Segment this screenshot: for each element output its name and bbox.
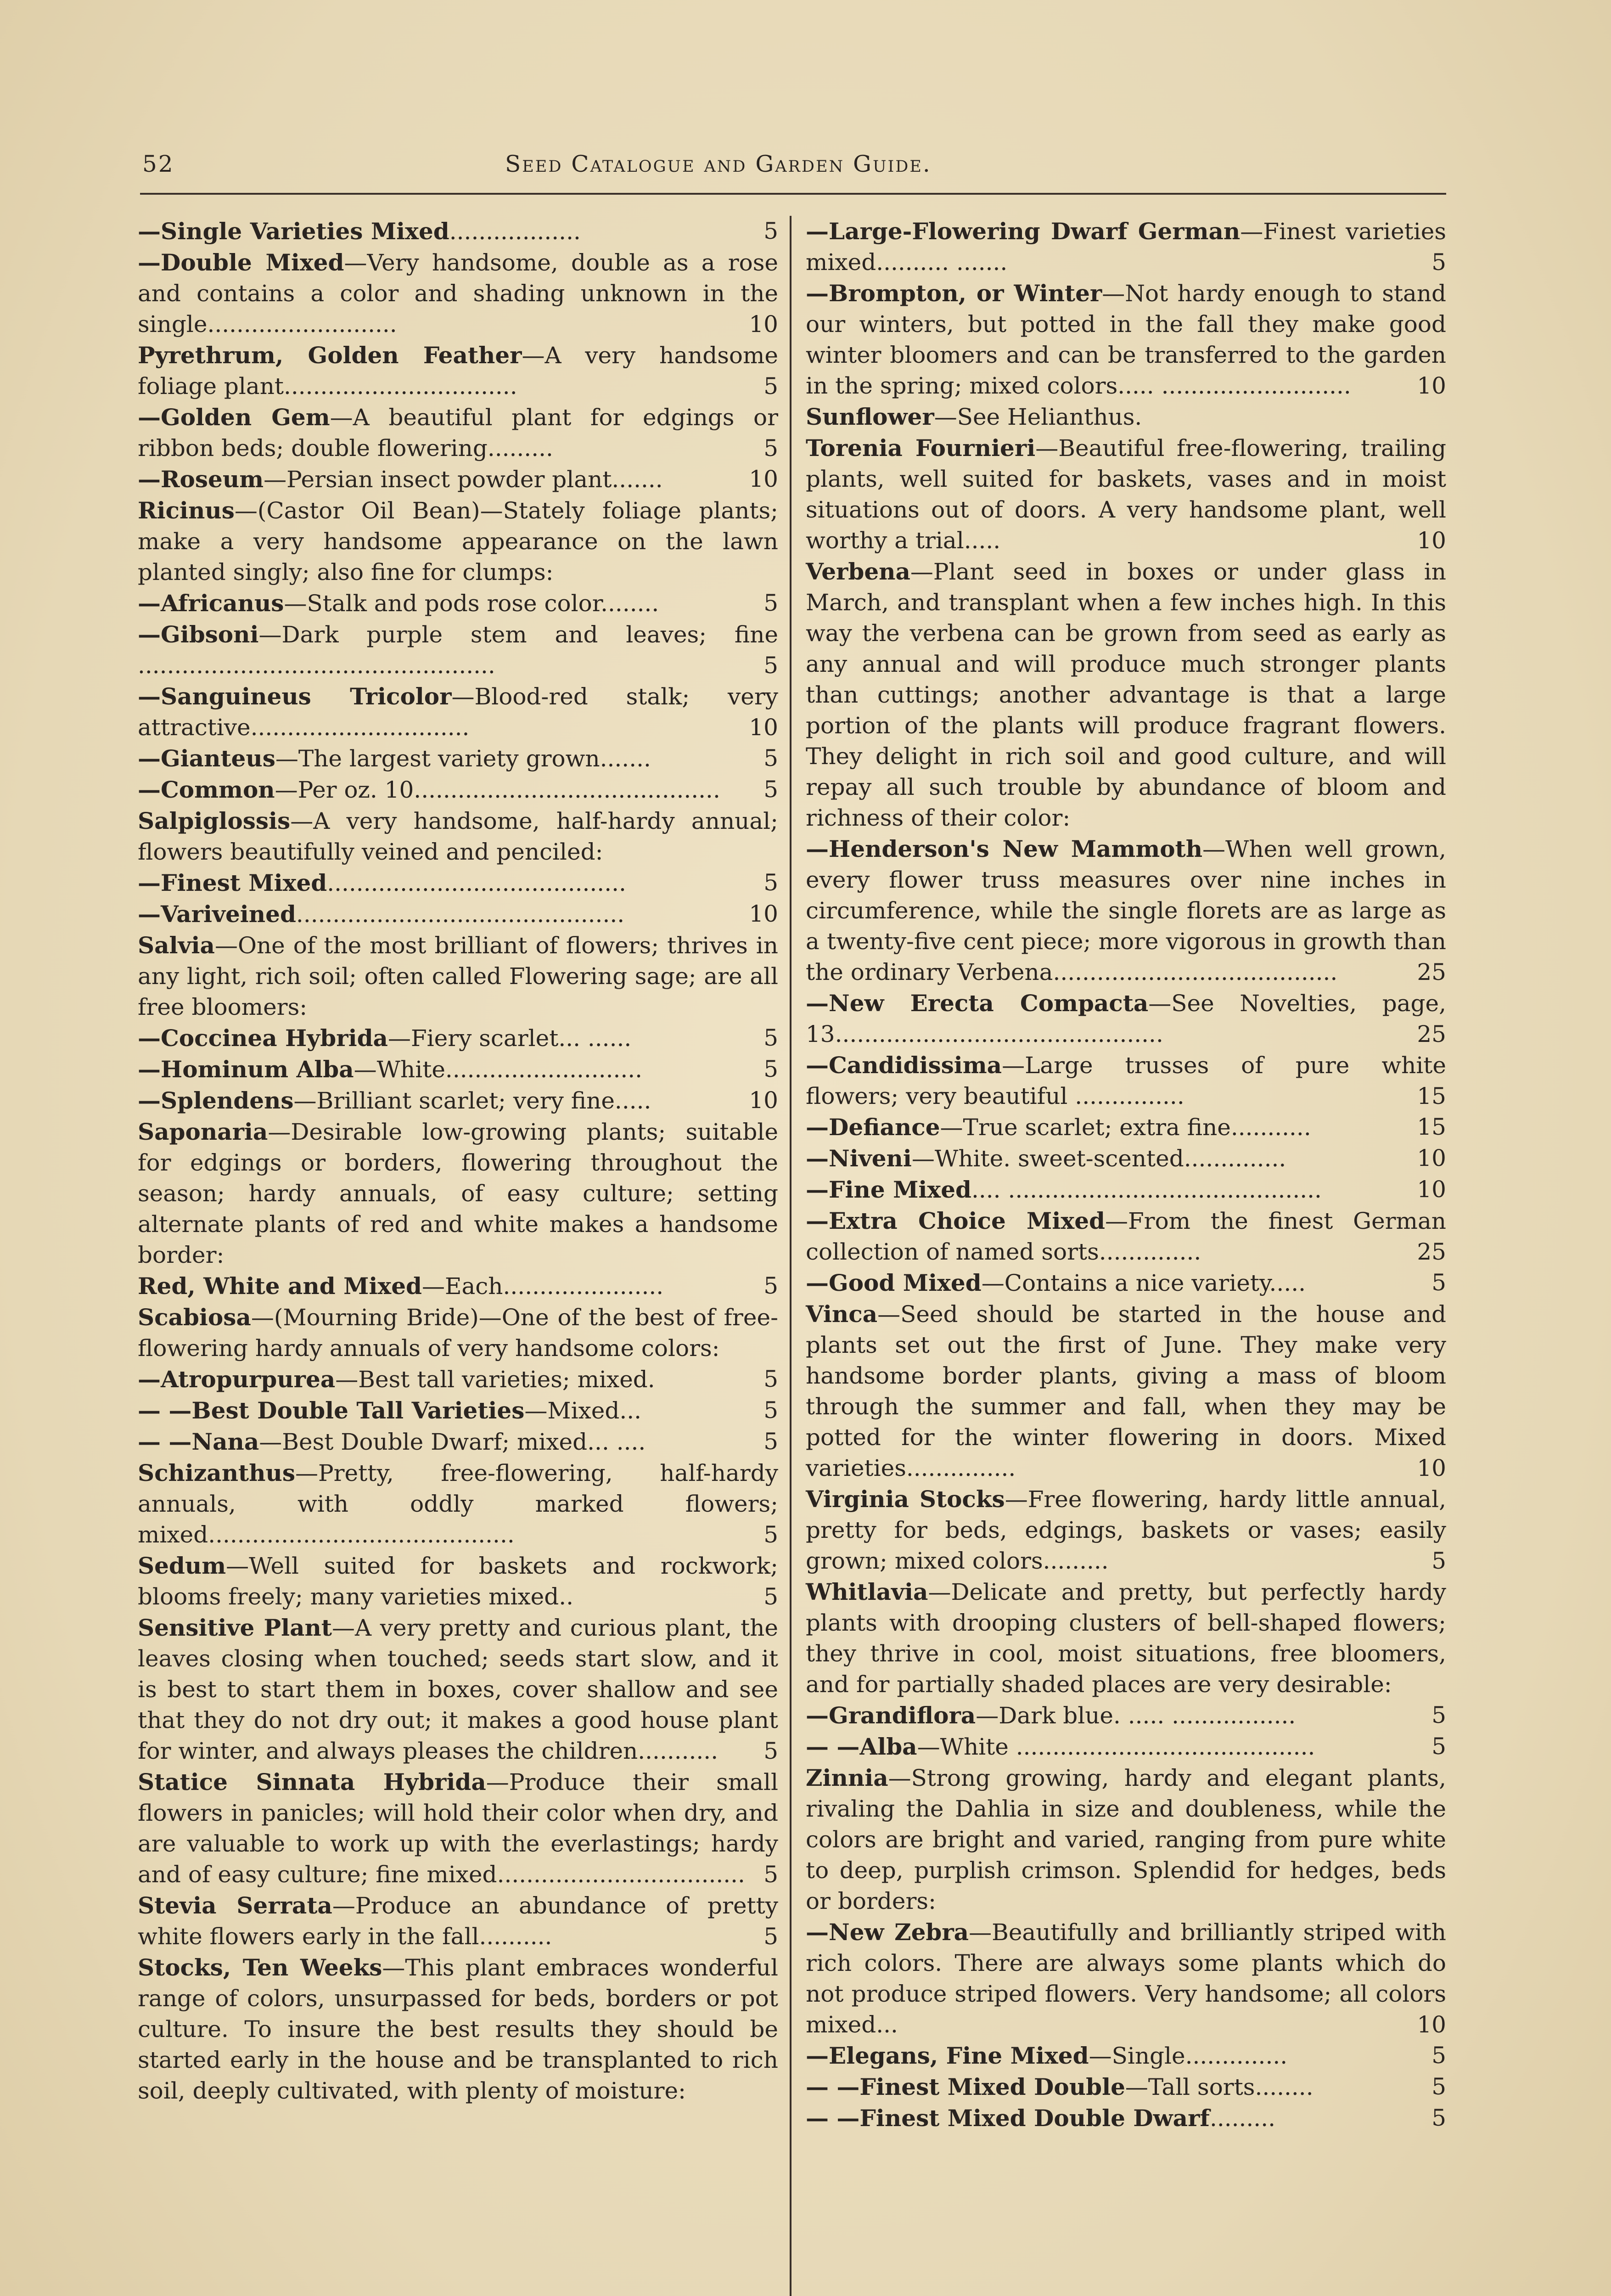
catalogue-entry (806, 278, 1446, 401)
entry-name: Scabiosa (138, 1304, 251, 1331)
entry-price: 5 (763, 652, 778, 679)
entry-name: —Niveni (806, 1145, 912, 1172)
entry-description: —Strong growing, hardy and elegant plants, rivaling the Dahlia in size and doubleness, while the colors are bright and varied, ranging from pure white to deep, purplish crimson. Splendid for hedges, beds or borders: (806, 1765, 1446, 1914)
entry-name: —Hominum Alba (138, 1056, 354, 1083)
entry-price: 5 (763, 1521, 778, 1548)
entry-name: Zinnia (806, 1764, 888, 1791)
entry-description: —Free flowering, hardy little annual, pretty for beds, edgings, baskets or vases; easily grown; mixed colors......... (806, 1486, 1446, 1574)
entry-name: Statice Sinnata Hybrida (138, 1768, 486, 1795)
entry-description: —See Novelties, page, 13............................................. (806, 990, 1447, 1047)
entry-price: 5 (763, 435, 778, 461)
entry-name: —Defiance (806, 1114, 940, 1141)
entry-name: —Variveined (138, 900, 296, 928)
entry-description: ............................................. (296, 901, 625, 928)
entry-price: 5 (1431, 249, 1446, 276)
entry-name: —Elegans, Fine Mixed (806, 2042, 1089, 2069)
entry-price: 5 (763, 373, 778, 400)
entry-description: ......... (1209, 2105, 1275, 2132)
catalogue-entry (138, 464, 778, 495)
entry-name: Salpiglossis (138, 807, 291, 834)
catalogue-entry (806, 2103, 1446, 2134)
entry-price: 5 (763, 869, 778, 896)
entry-price: 5 (1431, 2073, 1446, 2100)
entry-name: Whitlavia (806, 1578, 928, 1605)
entry-name: —Good Mixed (806, 1269, 982, 1296)
entry-price: 5 (763, 1861, 778, 1888)
entry-price: 5 (1431, 2042, 1446, 2069)
catalogue-entry (806, 2040, 1446, 2071)
entry-name: — —Finest Mixed Double (806, 2073, 1125, 2100)
entry-price: 5 (763, 1428, 778, 1455)
catalogue-entry (806, 1267, 1446, 1299)
entry-name: —Coccinea Hybrida (138, 1024, 388, 1052)
entry-name: Red, White and Mixed (138, 1272, 422, 1300)
entry-description: —Very handsome, double as a rose and contains a color and shading unknown in the single.......................... (138, 249, 778, 338)
entry-description: —Fiery scarlet... ...... (387, 1025, 632, 1052)
entry-price: 10 (749, 1087, 778, 1114)
catalogue-entry (138, 1426, 778, 1458)
entry-name: —Large-Flowering Dwarf German (806, 218, 1241, 245)
catalogue-entry (806, 2071, 1446, 2103)
entry-description: —Tall sorts........ (1125, 2074, 1313, 2100)
entry-name: Ricinus (138, 497, 235, 524)
catalogue-entry (138, 619, 778, 681)
entry-description: —True scarlet; extra fine........... (940, 1114, 1311, 1141)
entry-name: Vinca (806, 1300, 878, 1328)
entry-name: — —Finest Mixed Double Dwarf (806, 2105, 1210, 2132)
entry-name: Salvia (138, 932, 215, 959)
catalogue-entry (138, 1395, 778, 1426)
right-column (806, 216, 1446, 2134)
catalogue-entry (806, 1917, 1446, 2040)
catalogue-entry (806, 1299, 1446, 1484)
entry-description: ......................................... (327, 870, 626, 896)
entry-description: —Beautifully and brilliantly striped with rich colors. There are always some plants which do not produce striped flowers. Very handsome; all colors mixed... (806, 1919, 1446, 2038)
entry-price: 25 (1417, 959, 1446, 985)
catalogue-entry (806, 1143, 1446, 1174)
catalogue-entry (806, 833, 1446, 988)
catalogue-entry (806, 1174, 1446, 1205)
entry-name: Sensitive Plant (138, 1614, 332, 1641)
catalogue-entry (806, 216, 1446, 278)
entry-name: Verbena (806, 558, 910, 585)
entry-price: 5 (763, 1366, 778, 1392)
catalogue-entry (138, 1023, 778, 1054)
entry-description: —The largest variety grown....... (275, 745, 651, 772)
entry-price: 25 (1417, 1021, 1446, 1047)
catalogue-entry (806, 1700, 1446, 1731)
entry-name: —New Zebra (806, 1919, 969, 1946)
entry-price: 10 (1417, 527, 1446, 554)
entry-description: —Blood-red stalk; very attractive.............................. (138, 683, 778, 741)
entry-name: Saponaria (138, 1118, 268, 1145)
catalogue-entry (138, 1952, 778, 2106)
entry-description: —White. sweet-scented.............. (911, 1145, 1286, 1172)
entry-price: 5 (1431, 1269, 1446, 1296)
entry-description: —Well suited for baskets and rockwork; blooms freely; many varieties mixed.. (138, 1553, 778, 1610)
entry-name: — —Best Double Tall Varieties (138, 1397, 525, 1424)
entry-description: —Produce their small flowers in panicles; will hold their color when dry, and are valuable to work up with the everlastings; hardy and of easy culture; fine mixed.................................. (138, 1769, 778, 1888)
entry-price: 5 (763, 745, 778, 771)
entry-price: 5 (763, 218, 778, 244)
catalogue-entry (138, 247, 778, 340)
catalogue-entry (806, 1762, 1446, 1917)
entry-description: —This plant embraces wonderful range of colors, unsurpassed for beds, borders or pot culture. To insure the best results they should be started early in the house and be transplanted to rich soil, deeply cultivated, with plenty of moisture: (138, 1954, 779, 2104)
entry-name: —Finest Mixed (138, 869, 327, 896)
entry-description: —Stalk and pods rose color........ (284, 590, 659, 617)
entry-price: 5 (763, 1397, 778, 1424)
entry-name: Sunflower (806, 403, 934, 430)
entry-price: 10 (749, 311, 778, 338)
entry-price: 10 (749, 714, 778, 741)
entry-description: —White ......................................... (917, 1733, 1315, 1760)
entry-description: —Single.............. (1089, 2043, 1288, 2069)
entry-description: —A very pretty and curious plant, the leaves closing when touched; seeds start slow, and it is best to start them in boxes, cover shallow and see that they do not dry out; it makes a good house plant for winter, and always pleases the children........... (138, 1615, 778, 1764)
catalogue-entry (138, 867, 778, 899)
entry-price: 25 (1417, 1238, 1446, 1265)
entry-name: —Gianteus (138, 745, 275, 772)
entry-price: 5 (763, 1024, 778, 1051)
catalogue-entry (138, 743, 778, 774)
catalogue-entry (806, 1112, 1446, 1143)
catalogue-entry (138, 1302, 778, 1364)
entry-name: —Brompton, or Winter (806, 280, 1102, 307)
entry-price: 5 (763, 590, 778, 616)
entry-description: —Seed should be started in the house and plants set out the first of June. They make very handsome border plants, giving a mass of bloom through the summer and fall, when they may be potted for the winter flowering in doors. Mixed varieties............... (806, 1301, 1446, 1481)
entry-name: —Common (138, 776, 275, 803)
entry-name: —Candidissima (806, 1052, 1002, 1079)
entry-price: 5 (1431, 1548, 1446, 1574)
entry-name: —Double Mixed (138, 249, 344, 276)
entry-description: —Delicate and pretty, but perfectly hardy plants with drooping clusters of bell-shaped flowers; they thrive in cool, moist situations, free bloomers, and for partially shaded places are very desirable: (806, 1579, 1446, 1698)
entry-description: —Best Double Dwarf; mixed... .... (259, 1429, 646, 1455)
page-title: Seed Catalogue and Garden Guide. (505, 151, 932, 177)
entry-description: —Beautiful free-flowering, trailing plants, well suited for baskets, vases and in moist situations out of doors. A very handsome plant, well worthy a trial..... (806, 435, 1446, 554)
entry-name: Stevia Serrata (138, 1892, 332, 1919)
entry-name: —Splendens (138, 1087, 294, 1114)
entry-description: —A very handsome, half-hardy annual; flowers beautifully veined and penciled: (138, 808, 778, 865)
catalogue-entry (806, 1050, 1446, 1112)
entry-description: —From the finest German collection of named sorts.............. (806, 1208, 1446, 1265)
catalogue-entry (806, 401, 1446, 433)
entry-name: —Roseum (138, 466, 264, 493)
catalogue-entry (138, 1116, 778, 1271)
entry-description: —Dark purple stem and leaves; fine ................................................. (138, 621, 778, 679)
entry-description: —Desirable low-growing plants; suitable for edgings or borders, flowering throughout the season; hardy annuals, of easy culture; setting alternate plants of red and white makes a handsome border: (138, 1119, 778, 1268)
catalogue-entry (806, 1205, 1446, 1267)
entry-description: —A beautiful plant for edgings or ribbon beds; double flowering......... (138, 404, 778, 461)
catalogue-entry (138, 495, 778, 588)
entry-price: 5 (763, 1272, 778, 1299)
entry-description: —Finest varieties mixed.......... ....... (806, 218, 1446, 276)
catalogue-entry (138, 1054, 778, 1085)
entry-description: —See Helianthus. (934, 404, 1142, 430)
entry-description: —Brilliant scarlet; very fine..... (293, 1087, 651, 1114)
entry-description: —Pretty, free-flowering, half-hardy annuals, with oddly marked flowers; mixed.......................................... (138, 1460, 778, 1548)
entry-description: —White........................... (354, 1056, 643, 1083)
catalogue-entry (138, 805, 778, 867)
entry-price: 5 (763, 1583, 778, 1610)
entry-description: —(Castor Oil Bean)—Stately foliage plants; make a very handsome appearance on the lawn planted singly; also fine for clumps: (138, 497, 778, 585)
entry-price: 10 (1417, 2011, 1446, 2038)
entry-name: —Single Varieties Mixed (138, 218, 449, 245)
catalogue-entry (138, 1458, 778, 1550)
catalogue-entry (138, 1364, 778, 1395)
entry-description: —Mixed... (524, 1397, 642, 1424)
entry-description: —When well grown, every flower truss measures over nine inches in circumference, while the single florets are as large as a twenty-five cent piece; more vigorous in growth than the ordinary Verbena....................................... (806, 836, 1446, 985)
catalogue-entry (138, 774, 778, 805)
entry-description: —Large trusses of pure white flowers; very beautiful ............... (806, 1052, 1446, 1109)
entry-name: Schizanthus (138, 1459, 295, 1486)
entry-price: 5 (1431, 1733, 1446, 1760)
catalogue-entry (138, 1271, 778, 1302)
entry-description: —Per oz. 10.......................................... (275, 777, 720, 803)
catalogue-entry (138, 1767, 778, 1890)
catalogue-entry (806, 1484, 1446, 1576)
entry-name: — —Alba (806, 1733, 917, 1760)
catalogue-entry (138, 1550, 778, 1612)
catalogue-entry (138, 340, 778, 402)
catalogue-entry (138, 402, 778, 464)
entry-description: —A very handsome foliage plant................................ (138, 342, 778, 400)
catalogue-entry (806, 1576, 1446, 1700)
entry-price: 5 (763, 1056, 778, 1082)
entry-name: —Fine Mixed (806, 1176, 971, 1203)
entry-name: — —Nana (138, 1428, 259, 1455)
header-rule (140, 193, 1446, 195)
entry-description: .... ........................................... (971, 1176, 1322, 1203)
entry-price: 10 (1417, 372, 1446, 399)
entry-name: —Extra Choice Mixed (806, 1207, 1105, 1234)
entry-description: —Plant seed in boxes or under glass in March, and transplant when a few inches high. In this way the verbena can be grown from seed as early as any annual and will produce much stronger plants than cuttings; another advantage is that a large portion of the plants will produce fragrant flowers. They delight in rich soil and good culture, and will repay all such trouble by abundance of bloom and richness of their color: (806, 558, 1446, 831)
entry-description: —Contains a nice variety..... (981, 1270, 1306, 1296)
catalogue-entry (138, 1890, 778, 1952)
entry-name: —New Erecta Compacta (806, 990, 1149, 1017)
entry-name: —Atropurpurea (138, 1366, 336, 1393)
page-number: 52 (142, 151, 174, 177)
entry-name: Torenia Fournieri (806, 434, 1036, 461)
entry-price: 10 (1417, 1455, 1446, 1481)
entry-description: —(Mourning Bride)—One of the best of free-flowering hardy annuals of very handsome colors: (138, 1304, 778, 1362)
entry-name: Sedum (138, 1552, 226, 1579)
entry-name: —Grandiflora (806, 1702, 976, 1729)
entry-description: —Not hardy enough to stand our winters, but potted in the fall they make good winter bloomers and can be transferred to the garden in the spring; mixed colors..... .......................... (806, 280, 1446, 399)
entry-price: 10 (749, 466, 778, 492)
catalogue-entry (138, 1612, 778, 1767)
entry-name: Pyrethrum, Golden Feather (138, 342, 522, 369)
catalogue-entry (138, 216, 778, 247)
column-divider (790, 216, 791, 2296)
catalogue-entry (138, 588, 778, 619)
entry-price: 5 (763, 1738, 778, 1764)
entry-price: 10 (1417, 1145, 1446, 1171)
left-column (138, 216, 778, 2106)
page-header (142, 146, 1446, 187)
entry-name: Stocks, Ten Weeks (138, 1954, 382, 1981)
catalogue-entry (806, 433, 1446, 556)
catalogue-entry (806, 556, 1446, 833)
entry-price: 10 (1417, 1176, 1446, 1203)
catalogue-entry (806, 1731, 1446, 1762)
entry-price: 15 (1417, 1083, 1446, 1109)
entry-name: —Golden Gem (138, 404, 330, 431)
entry-name: —Sanguineus Tricolor (138, 683, 452, 710)
entry-name: —Africanus (138, 590, 284, 617)
entry-price: 5 (1431, 1702, 1446, 1728)
catalogue-entry (138, 930, 778, 1023)
entry-description: —Each...................... (422, 1273, 664, 1300)
entry-price: 5 (763, 1923, 778, 1950)
entry-price: 10 (749, 900, 778, 927)
entry-name: —Gibsoni (138, 621, 259, 648)
entry-name: Virginia Stocks (806, 1486, 1005, 1513)
entry-name: —Henderson's New Mammoth (806, 835, 1203, 862)
entry-price: 5 (1431, 2105, 1446, 2131)
catalogue-entry (806, 988, 1446, 1050)
entry-description: —Produce an abundance of pretty white flowers early in the fall.......... (138, 1892, 778, 1950)
entry-description: —Dark blue. ..... ................. (976, 1702, 1296, 1729)
entry-description: —Persian insect powder plant....... (264, 466, 663, 493)
entry-description: —One of the most brilliant of flowers; thrives in any light, rich soil; often called Flowering sage; are all free bloomers: (138, 932, 778, 1020)
catalogue-entry (138, 681, 778, 743)
entry-description: .................. (449, 218, 581, 245)
catalogue-entry (138, 1085, 778, 1116)
catalogue-entry (138, 899, 778, 930)
entry-description: —Best tall varieties; mixed. (335, 1366, 655, 1393)
entry-price: 15 (1417, 1114, 1446, 1140)
entry-price: 5 (763, 776, 778, 803)
